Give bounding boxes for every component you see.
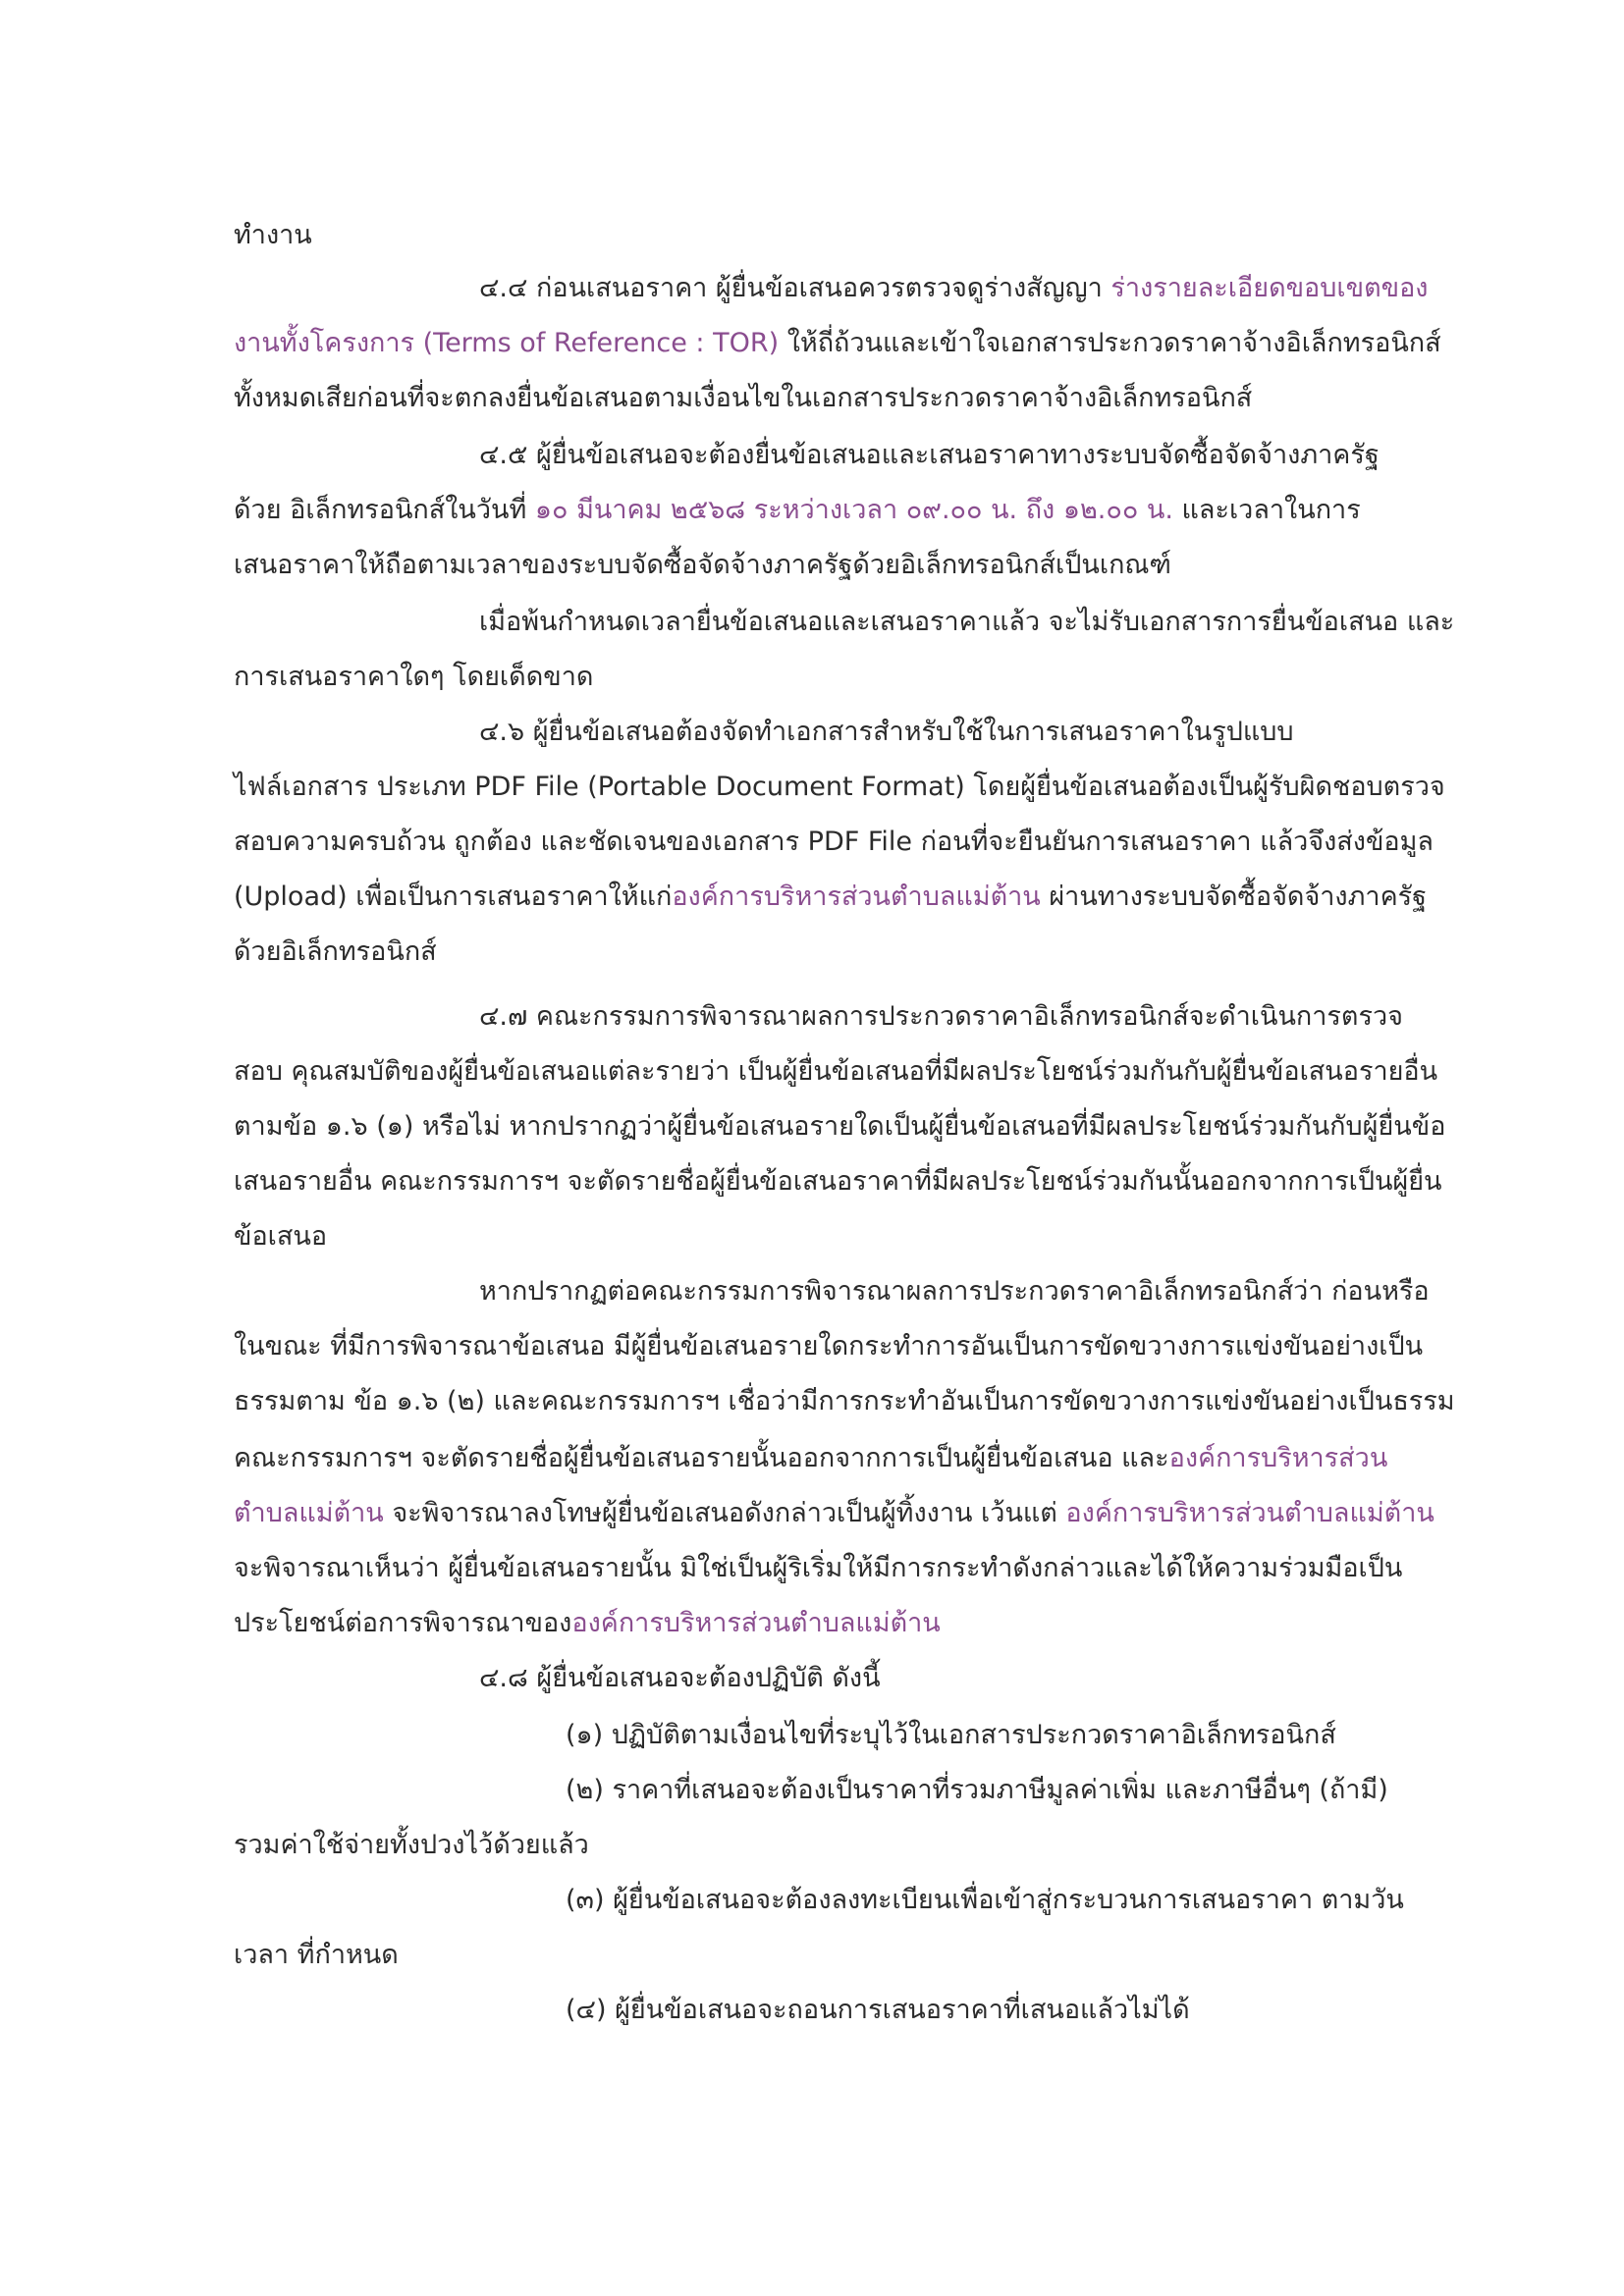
highlighted-text: ๑๐ มีนาคม ๒๕๖๘ ระหว่างเวลา ๐๙.๐๐ น. ถึง ๑๒.๐๐ น. — [534, 495, 1173, 525]
text-line — [234, 768, 1445, 807]
text-segment: หากปรากฏต่อคณะกรรมการพิจารณาผลการประกวดราคาอิเล็กทรอนิกส์ว่า ก่อนหรือ — [479, 1276, 1430, 1307]
text-line — [234, 1826, 589, 1865]
text-line — [234, 1327, 1423, 1366]
text-line — [234, 1107, 1445, 1147]
text-segment: ทำงาน — [234, 220, 312, 250]
text-segment: คณะกรรมการฯ จะตัดรายชื่อผู้ยื่นข้อเสนอรายนั้นออกจากการเป็นผู้ยื่นข้อเสนอ และ — [234, 1443, 1169, 1473]
text-segment: ข้อเสนอ — [234, 1221, 328, 1252]
text-segment: การเสนอราคาใดๆ โดยเด็ดขาด — [234, 662, 594, 692]
text-line — [234, 1439, 1387, 1478]
text-line — [234, 216, 312, 255]
highlighted-text: งานทั้งโครงการ (Terms of Reference : TOR) — [234, 328, 780, 358]
text-line — [234, 1162, 1442, 1201]
text-line — [566, 1991, 1190, 2030]
text-segment: ให้ถี่ถ้วนและเข้าใจเอกสารประกวดราคาจ้างอิเล็กทรอนิกส์ — [779, 328, 1441, 358]
text-line — [479, 1272, 1430, 1311]
highlighted-text: องค์การบริหารส่วนตำบลแม่ต้าน — [1065, 1498, 1435, 1528]
text-segment: (๑) ปฏิบัติตามเงื่อนไขที่ระบุไว้ในเอกสารประกวดราคาอิเล็กทรอนิกส์ — [566, 1720, 1336, 1750]
text-segment: สอบ คุณสมบัติของผู้ยื่นข้อเสนอแต่ละรายว่า เป็นผู้ยื่นข้อเสนอที่มีผลประโยชน์ร่วมกันกับผู้ยื่นข้อเสนอรายอื่น — [234, 1056, 1438, 1087]
text-line — [234, 823, 1434, 862]
text-segment: และเวลาในการ — [1172, 495, 1361, 525]
highlighted-text: องค์การบริหารส่วน — [1168, 1443, 1388, 1473]
text-line — [479, 713, 1294, 752]
text-line — [234, 658, 593, 697]
text-segment: ๔.๕ ผู้ยื่นข้อเสนอจะต้องยื่นข้อเสนอและเสนอราคาทางระบบจัดซื้อจัดจ้างภาครัฐ — [479, 440, 1380, 470]
text-line — [234, 1382, 1455, 1421]
text-segment: ทั้งหมดเสียก่อนที่จะตกลงยื่นข้อเสนอตามเงื่อนไขในเอกสารประกวดราคาจ้างอิเล็กทรอนิกส์ — [234, 383, 1253, 413]
text-line — [479, 603, 1454, 642]
text-segment: ๔.๔ ก่อนเสนอราคา ผู้ยื่นข้อเสนอควรตรวจดูร่างสัญญา — [479, 273, 1111, 303]
text-segment: สอบความครบถ้วน ถูกต้อง และชัดเจนของเอกสาร PDF File ก่อนที่จะยืนยันการเสนอราคา แล้วจึงส่งข้อมูล — [234, 827, 1434, 857]
text-segment: ๔.๘ ผู้ยื่นข้อเสนอจะต้องปฏิบัติ ดังนี้ — [479, 1663, 881, 1693]
text-line — [479, 1659, 881, 1698]
text-segment: จะพิจารณาเห็นว่า ผู้ยื่นข้อเสนอรายนั้น มิใช่เป็นผู้ริเริ่มให้มีการกระทำดังกล่าวและได้ให้ความร่วมมือเป็น — [234, 1553, 1403, 1583]
text-segment: ๔.๗ คณะกรรมการพิจารณาผลการประกวดราคาอิเล็กทรอนิกส์จะดำเนินการตรวจ — [479, 1001, 1403, 1032]
text-line — [479, 997, 1403, 1037]
highlighted-text: ร่างรายละเอียดขอบเขตของ — [1110, 273, 1429, 303]
text-line — [566, 1881, 1404, 1920]
text-line — [234, 491, 1361, 530]
text-line — [479, 436, 1380, 475]
text-line — [234, 1052, 1437, 1092]
text-line — [479, 269, 1429, 308]
text-segment: ประโยชน์ต่อการพิจารณาของ — [234, 1608, 572, 1638]
text-segment: เสนอราคาให้ถือตามเวลาของระบบจัดซื้อจัดจ้างภาครัฐด้วยอิเล็กทรอนิกส์เป็นเกณฑ์ — [234, 550, 1171, 580]
text-line — [234, 1494, 1435, 1533]
text-line — [566, 1771, 1388, 1810]
text-line — [234, 1936, 399, 1975]
text-line — [234, 1217, 327, 1256]
text-segment: ด้วย อิเล็กทรอนิกส์ในวันที่ — [234, 495, 535, 525]
text-segment: ๔.๖ ผู้ยื่นข้อเสนอต้องจัดทำเอกสารสำหรับใช้ในการเสนอราคาในรูปแบบ — [479, 717, 1294, 747]
text-segment: ผ่านทางระบบจัดซื้อจัดจ้างภาครัฐ — [1040, 881, 1428, 912]
text-line — [234, 1549, 1402, 1588]
text-segment: เวลา ที่กำหนด — [234, 1940, 399, 1970]
text-segment: (๔) ผู้ยื่นข้อเสนอจะถอนการเสนอราคาที่เสนอแล้วไม่ได้ — [566, 1995, 1190, 2025]
text-segment: (๒) ราคาที่เสนอจะต้องเป็นราคาที่รวมภาษีมูลค่าเพิ่ม และภาษีอื่นๆ (ถ้ามี) — [566, 1775, 1388, 1805]
text-line — [234, 933, 437, 972]
text-segment: เสนอรายอื่น คณะกรรมการฯ จะตัดรายชื่อผู้ยื่นข้อเสนอราคาที่มีผลประโยชน์ร่วมกันนั้นออกจากการเป็นผู้ยื่น — [234, 1166, 1442, 1197]
highlighted-text: องค์การบริหารส่วนตำบลแม่ต้าน — [571, 1608, 941, 1638]
text-segment: (Upload) เพื่อเป็นการเสนอราคาให้แก่ — [234, 881, 673, 912]
text-segment: เมื่อพ้นกำหนดเวลายื่นข้อเสนอและเสนอราคาแล้ว จะไม่รับเอกสารการยื่นข้อเสนอ และ — [479, 607, 1455, 637]
text-line — [234, 379, 1252, 418]
highlighted-text: ตำบลแม่ต้าน — [234, 1498, 384, 1528]
text-line — [234, 324, 1441, 363]
text-segment: ในขณะ ที่มีการพิจารณาข้อเสนอ มีผู้ยื่นข้อเสนอรายใดกระทำการอันเป็นการขัดขวางการแข่งขันอย่างเป็น — [234, 1331, 1424, 1362]
text-segment: จะพิจารณาลงโทษผู้ยื่นข้อเสนอดังกล่าวเป็นผู้ทิ้งงาน เว้นแต่ — [383, 1498, 1066, 1528]
text-line — [234, 878, 1427, 917]
text-line — [234, 1604, 941, 1643]
text-segment: รวมค่าใช้จ่ายทั้งปวงไว้ด้วยแล้ว — [234, 1830, 589, 1860]
highlighted-text: องค์การบริหารส่วนตำบลแม่ต้าน — [672, 881, 1041, 912]
text-segment: ด้วยอิเล็กทรอนิกส์ — [234, 936, 437, 967]
text-segment: ธรรมตาม ข้อ ๑.๖ (๒) และคณะกรรมการฯ เชื่อว่ามีการกระทำอันเป็นการขัดขวางการแข่งขันอย่างเป็นธรรม — [234, 1386, 1455, 1416]
text-segment: ไฟล์เอกสาร ประเภท PDF File (Portable Document Format) โดยผู้ยื่นข้อเสนอต้องเป็นผู้รับผิดชอบตรวจ — [234, 772, 1445, 802]
text-line — [234, 546, 1171, 585]
text-segment: ตามข้อ ๑.๖ (๑) หรือไม่ หากปรากฏว่าผู้ยื่นข้อเสนอรายใดเป็นผู้ยื่นข้อเสนอที่มีผลประโยชน์ร่วมกันกับผู้ยื่นข้อ — [234, 1111, 1446, 1142]
text-line — [566, 1716, 1336, 1755]
text-segment: (๓) ผู้ยื่นข้อเสนอจะต้องลงทะเบียนเพื่อเข้าสู่กระบวนการเสนอราคา ตามวัน — [566, 1885, 1404, 1915]
